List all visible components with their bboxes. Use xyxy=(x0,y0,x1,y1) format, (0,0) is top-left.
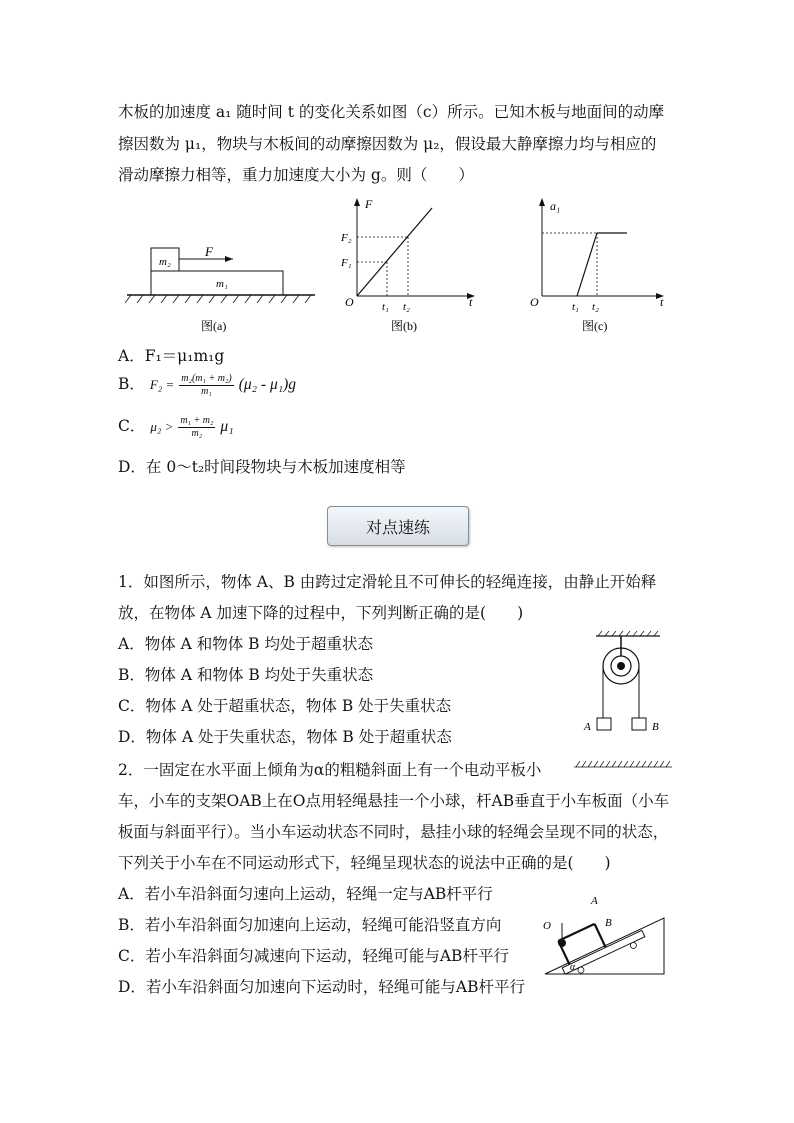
q2-line-2: 车，小车的支架OAB上在O点用轻绳悬挂一个小球，杆AB垂直于小车板面（小车 xyxy=(118,792,670,810)
q2-option-c: C．若小车沿斜面匀减速向下运动，轻绳可能与AB杆平行 xyxy=(118,947,509,965)
c-tick-t1: t₁ xyxy=(572,301,579,313)
label-a: A xyxy=(584,721,591,733)
label-a: A xyxy=(591,895,598,907)
b-y-label: F xyxy=(365,197,373,211)
force-arrowhead xyxy=(225,256,233,262)
q0-option-c: C． μ₂ > $\frac{\text{m₁ + m₂}}{\text{m₂}}$ μ₁ xyxy=(118,414,234,439)
ball xyxy=(558,939,566,947)
figure-c-caption: 图(c) xyxy=(582,319,608,333)
q1-option-b: B．物体 A 和物体 B 均处于失重状态 xyxy=(118,666,374,684)
q1-option-c: C．物体 A 处于超重状态，物体 B 处于失重状态 xyxy=(118,697,452,715)
intro-line-2: 擦因数为 μ₁，物块与木板间的动摩擦因数为 μ₂，假设最大静摩擦力均与相应的 xyxy=(118,135,657,153)
b-x-label: t xyxy=(469,295,473,309)
q1-option-a: A．物体 A 和物体 B 均处于超重状态 xyxy=(118,635,373,653)
intro-line-3: 滑动摩擦力相等，重力加速度大小为 g。则（ ） xyxy=(118,166,474,184)
q2-option-a: A．若小车沿斜面匀速向上运动，轻绳一定与AB杆平行 xyxy=(118,885,493,903)
rod-ab xyxy=(595,924,606,948)
figure-b-caption: 图(b) xyxy=(391,319,417,333)
q2-line-3: 板面与斜面平行）。当小车运动状态不同时，悬挂小球的轻绳会呈现不同的状态， xyxy=(118,823,669,841)
b-tick-t2: t₂ xyxy=(403,301,410,313)
q2-line-4: 下列关于小车在不同运动形式下，轻绳呈现状态的说法中正确的是( ) xyxy=(118,854,611,872)
c-tick-t2: t₂ xyxy=(592,301,599,313)
q1-option-d: D．物体 A 处于失重状态，物体 B 处于超重状态 xyxy=(118,728,452,746)
section-title-button: 对点速练 xyxy=(327,506,469,546)
label-o: O xyxy=(543,920,551,932)
ground-hatch xyxy=(125,295,311,303)
incline-figure xyxy=(540,890,680,980)
figure-a xyxy=(125,242,320,337)
c-y-label: a₁ xyxy=(550,199,561,213)
intro-line-1: 木板的加速度 a₁ 随时间 t 的变化关系如图（c）所示。已知木板与地面间的动摩 xyxy=(118,103,665,121)
q2-option-b: B．若小车沿斜面匀加速向上运动，轻绳可能沿竖直方向 xyxy=(118,916,502,934)
q1-line-2: 放，在物体 A 加速下降的过程中，下列判断正确的是( ) xyxy=(118,604,524,622)
block-b xyxy=(632,718,646,730)
label-b: B xyxy=(605,917,612,929)
b-origin: O xyxy=(345,295,354,309)
c-line xyxy=(577,233,627,296)
label-alpha: α xyxy=(570,962,576,973)
b-line xyxy=(357,208,432,296)
hatch-decoration xyxy=(574,760,674,770)
block-a xyxy=(597,718,611,730)
figure-b xyxy=(335,196,485,336)
q0-option-d: D．在 0～t₂时间段物块与木板加速度相等 xyxy=(118,458,406,476)
q2-line-1: 2．一固定在水平面上倾角为α的粗糙斜面上有一个电动平板小 xyxy=(118,761,542,779)
block-m2-label: m₂ xyxy=(159,256,171,268)
board-m1-label: m₁ xyxy=(216,278,228,290)
figure-c xyxy=(522,196,672,336)
c-origin: O xyxy=(530,295,539,309)
force-label: F xyxy=(205,244,213,259)
label-b: B xyxy=(652,721,659,733)
b-tick-f1: F₁ xyxy=(341,257,352,269)
b-tick-t1: t₁ xyxy=(382,301,389,313)
q0-option-b: B． F₂ = $\frac{\text{m₂(m₁ + m₂)}}{\text{m₁}}$ (μ₂ - μ₁)g xyxy=(118,372,297,397)
c-x-label: t xyxy=(660,295,664,309)
pulley-figure xyxy=(582,630,672,742)
b-tick-f2: F₂ xyxy=(341,232,352,244)
figure-a-caption: 图(a) xyxy=(201,319,227,333)
bracket-oa xyxy=(558,924,594,941)
q1-line-1: 1．如图所示，物体 A、B 由跨过定滑轮且不可伸长的轻绳连接，由静止开始释 xyxy=(118,573,657,591)
q2-option-d: D．若小车沿斜面匀加速向下运动时，轻绳可能与AB杆平行 xyxy=(118,978,526,996)
q0-option-a: A．F₁＝μ₁m₁g xyxy=(118,347,225,365)
